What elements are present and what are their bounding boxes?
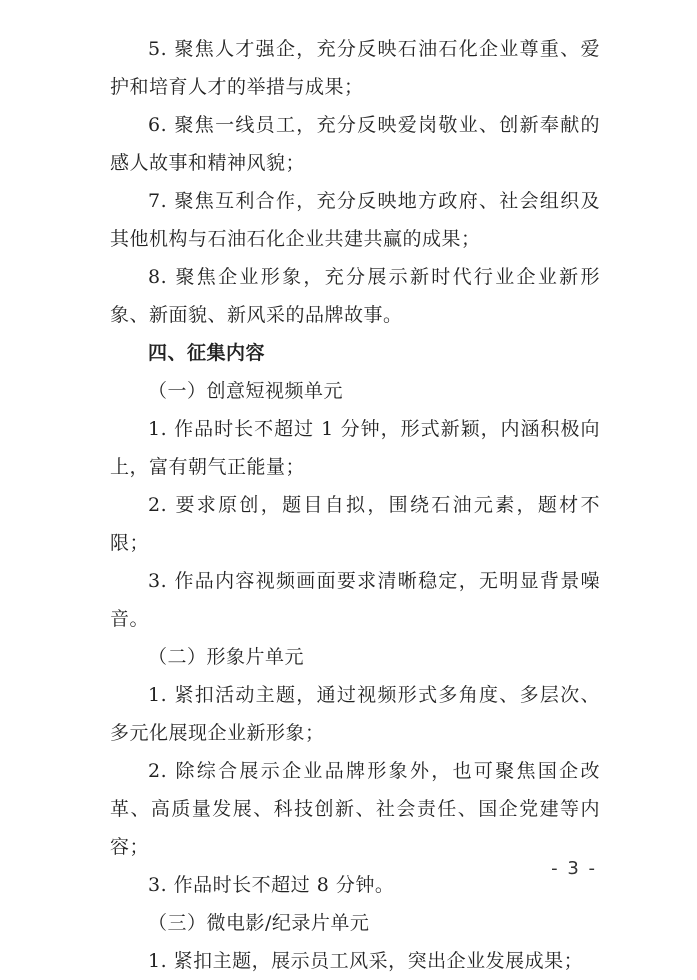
section-heading-4: 四、征集内容 xyxy=(148,342,266,364)
paragraph-item-3-1: 1. 紧扣主题，展示员工风采，突出企业发展成果； xyxy=(148,950,584,972)
paragraph-item-2-1: 1. 紧扣活动主题，通过视频形式多角度、多层次、多元化展现企业新形象； xyxy=(110,684,600,744)
subsection-heading-1: （一）创意短视频单元 xyxy=(148,380,344,402)
paragraph-item-1-3: 3. 作品内容视频画面要求清晰稳定，无明显背景噪音。 xyxy=(110,570,600,630)
paragraph-item-6: 6. 聚焦一线员工，充分反映爱岗敬业、创新奉献的感人故事和精神风貌； xyxy=(110,114,600,174)
document-body xyxy=(110,30,600,980)
paragraph-item-1-2: 2. 要求原创，题目自拟，围绕石油元素，题材不限； xyxy=(110,494,600,554)
page-number: - 3 - xyxy=(551,858,597,879)
subsection-heading-3: （三）微电影/纪录片单元 xyxy=(148,912,370,934)
paragraph-item-5: 5. 聚焦人才强企，充分反映石油石化企业尊重、爱护和培育人才的举措与成果； xyxy=(110,38,600,98)
paragraph-item-7: 7. 聚焦互利合作，充分反映地方政府、社会组织及其他机构与石油石化企业共建共赢的成果； xyxy=(110,190,600,250)
paragraph-item-8: 8. 聚焦企业形象，充分展示新时代行业企业新形象、新面貌、新风采的品牌故事。 xyxy=(110,266,600,326)
paragraph-item-2-3: 3. 作品时长不超过 8 分钟。 xyxy=(148,874,395,896)
subsection-heading-2: （二）形象片单元 xyxy=(148,646,305,668)
paragraph-item-1-1: 1. 作品时长不超过 1 分钟，形式新颖，内涵积极向上，富有朝气正能量； xyxy=(110,418,600,478)
paragraph-item-2-2: 2. 除综合展示企业品牌形象外，也可聚焦国企改革、高质量发展、科技创新、社会责任、国企党建等内容； xyxy=(110,760,600,858)
